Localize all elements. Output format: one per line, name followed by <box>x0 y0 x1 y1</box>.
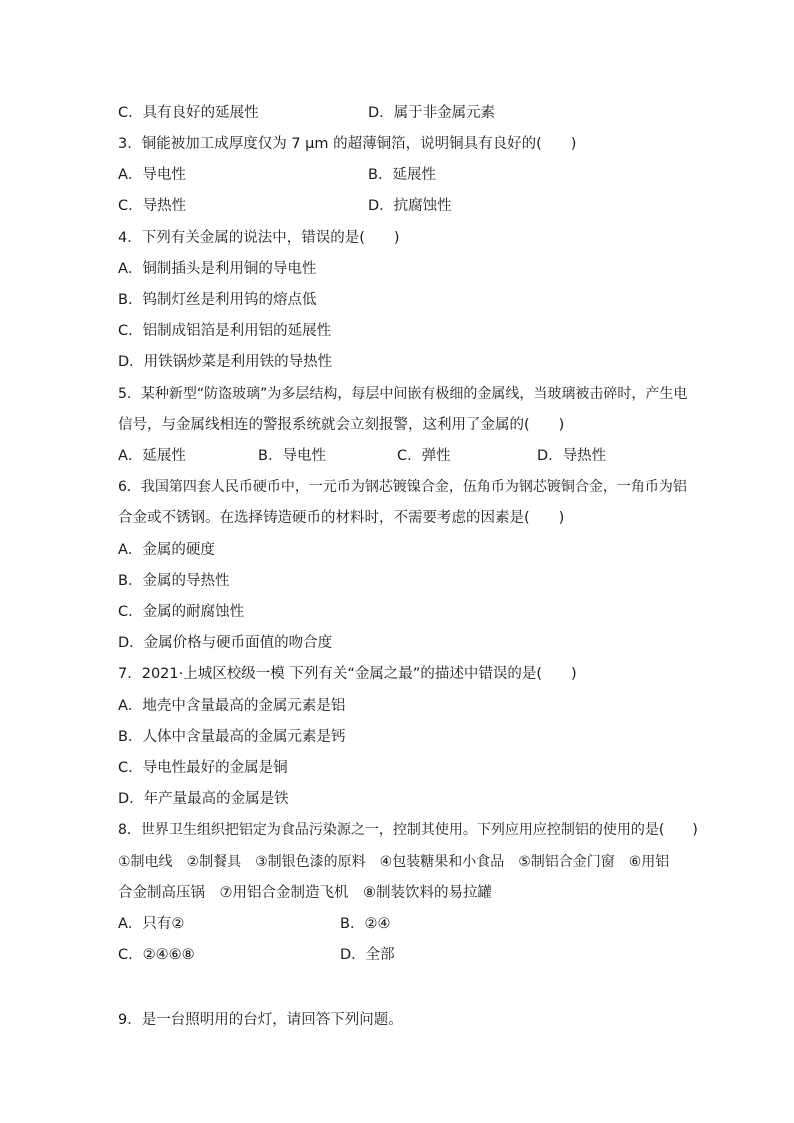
q2-option-d: D．属于非金属元素 <box>368 105 496 121</box>
q5-option-b: B．导电性 <box>258 448 326 464</box>
q4-option-a: A．铜制插头是利用铜的导电性 <box>118 261 317 277</box>
q9-stem: 9．是一台照明用的台灯，请回答下列问题。 <box>118 1012 403 1028</box>
q6-option-a: A．金属的硬度 <box>118 542 215 558</box>
q8-option-c: C．②④⑥⑧ <box>118 947 195 963</box>
q3-option-b: B．延展性 <box>368 167 436 183</box>
q3-stem: 3．铜能被加工成厚度仅为 7 μm 的超薄铜箔，说明铜具有良好的( ) <box>118 136 577 152</box>
q3-option-d: D．抗腐蚀性 <box>368 198 452 214</box>
q5-option-a: A．延展性 <box>118 448 186 464</box>
q6-stem-line1: 6．我国第四套人民币硬币中，一元币为钢芯镀镍合金，伍角币为钢芯镀铜合金，一角币为铝 <box>118 479 687 495</box>
q7-option-a: A．地壳中含量最高的金属元素是铝 <box>118 698 346 714</box>
q7-option-d: D．年产量最高的金属是铁 <box>118 791 289 807</box>
q7-option-c: C．导电性最好的金属是铜 <box>118 760 288 776</box>
q8-option-a: A．只有② <box>118 916 185 932</box>
q6-option-c: C．金属的耐腐蚀性 <box>118 604 245 620</box>
q6-stem-line2: 合金或不锈钢。在选择铸造硬币的材料时，不需要考虑的因素是( ) <box>118 510 565 526</box>
q8-stem: 8．世界卫生组织把铝定为食品污染源之一，控制其使用。下列应用应控制铝的使用的是( ) <box>118 822 698 838</box>
q6-option-d: D．金属价格与硬币面值的吻合度 <box>118 635 333 651</box>
q6-option-b: B．金属的导热性 <box>118 573 230 589</box>
q5-stem-line2: 信号，与金属线相连的警报系统就会立刻报警，这利用了金属的( ) <box>118 417 565 433</box>
q8-items-line2: 合金制高压锅 ⑦用铝合金制造飞机 ⑧制装饮料的易拉罐 <box>118 885 492 901</box>
q4-option-d: D．用铁锅炒菜是利用铁的导热性 <box>118 354 333 370</box>
q5-option-c: C．弹性 <box>397 448 451 464</box>
q2-option-c: C．具有良好的延展性 <box>118 105 259 121</box>
q7-option-b: B．人体中含量最高的金属元素是钙 <box>118 729 346 745</box>
q8-option-b: B．②④ <box>340 916 391 932</box>
q7-stem: 7．2021·上城区校级一模 下列有关“金属之最”的描述中错误的是( ) <box>118 666 577 682</box>
q5-option-d: D．导热性 <box>537 448 607 464</box>
q4-option-b: B．钨制灯丝是利用钨的熔点低 <box>118 292 317 308</box>
q8-items-line1: ①制电线 ②制餐具 ③制银色漆的原料 ④包装糖果和小食品 ⑤制铝合金门窗 ⑥用铝 <box>118 854 670 870</box>
q3-option-c: C．导热性 <box>118 198 187 214</box>
q4-option-c: C．铝制成铝箔是利用铝的延展性 <box>118 323 332 339</box>
q3-option-a: A．导电性 <box>118 167 186 183</box>
q8-option-d: D．全部 <box>340 947 395 963</box>
q4-stem: 4．下列有关金属的说法中，错误的是( ) <box>118 230 400 246</box>
q5-stem-line1: 5．某种新型“防盗玻璃”为多层结构，每层中间嵌有极细的金属线，当玻璃被击碎时，产生电 <box>118 386 688 402</box>
